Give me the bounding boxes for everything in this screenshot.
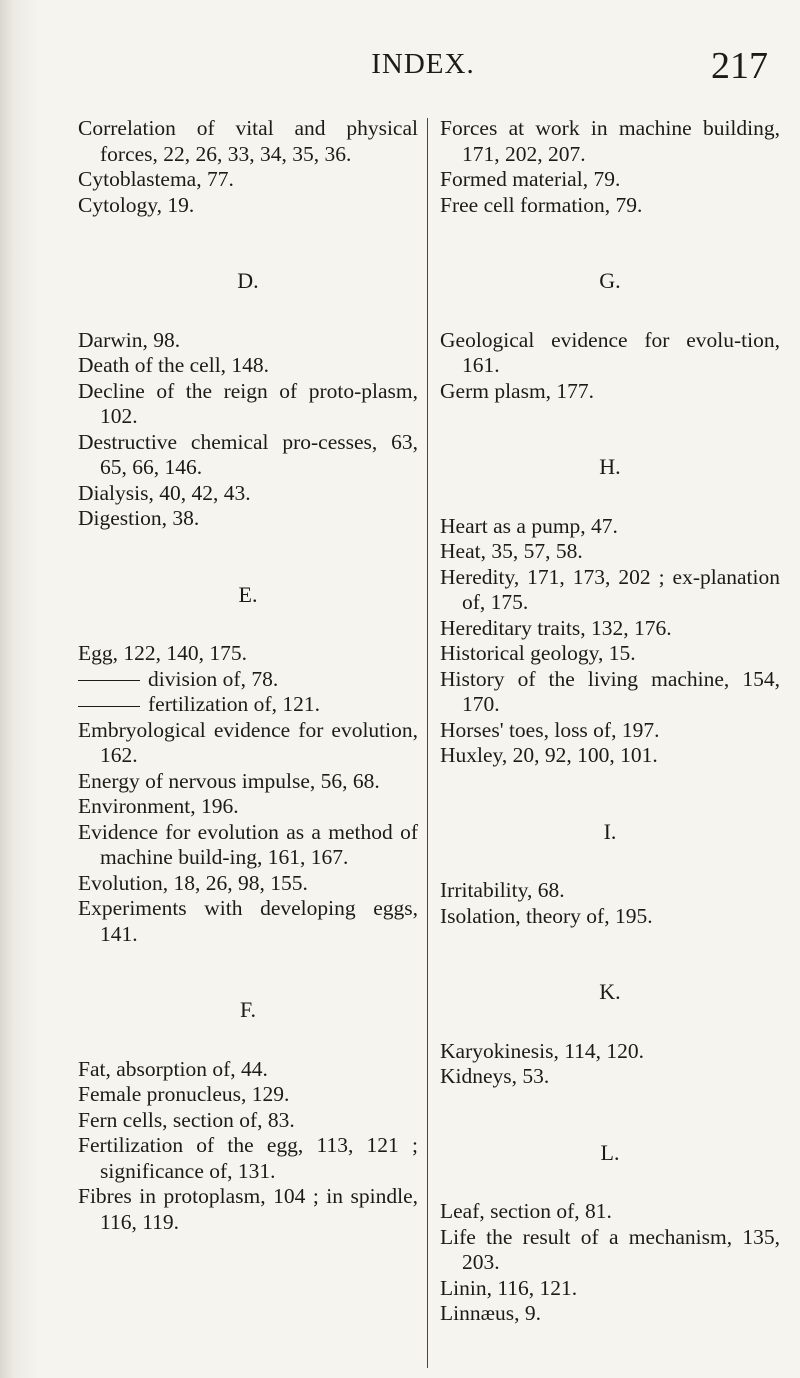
ditto-dash [78, 706, 140, 707]
index-subentry [78, 692, 418, 718]
section-letter: H. [599, 454, 621, 479]
index-entry: Experiments with developing eggs, 141. [78, 896, 418, 946]
index-entry: Evidence for evolution as a method of machine build-ing, 161, 167. [78, 819, 418, 869]
index-entry: Dialysis, 40, 42, 43. [78, 480, 251, 505]
index-column-right [440, 116, 780, 1327]
index-entry: Heat, 35, 57, 58. [440, 539, 583, 563]
index-entry: Isolation, theory of, 195. [440, 903, 653, 928]
index-entry: Female pronucleus, 129. [78, 1082, 290, 1106]
index-entry: Kidneys, 53. [440, 1064, 550, 1088]
index-entry: Heart as a pump, 47. [440, 513, 618, 538]
index-entry: Fibres in protoplasm, 104 ; in spindle, 116, 119. [78, 1184, 418, 1234]
index-entry: Forces at work in machine building, 171, 202, 207. [440, 116, 780, 166]
index-entry: Correlation of vital and physical forces, 22, 26, 33, 34, 35, 36. [78, 116, 418, 166]
section-letter: L. [600, 1139, 620, 1165]
index-entry: Environment, 196. [78, 794, 239, 818]
index-entry: History of the living machine, 154, 170. [440, 666, 780, 716]
index-entry: Linin, 116, 121. [440, 1275, 578, 1300]
page-number: 217 [711, 45, 768, 87]
index-subentry [78, 667, 418, 693]
section-letter: K. [599, 979, 621, 1004]
index-entry: Hereditary traits, 132, 176. [440, 615, 672, 640]
index-entry: Cytoblastema, 77. [78, 167, 234, 191]
index-entry: Digestion, 38. [78, 506, 200, 530]
section-letter: D. [237, 268, 259, 293]
column-divider [427, 118, 428, 1368]
ditto-dash [78, 680, 140, 681]
index-entry: Life the result of a mechanism, 135, 203. [440, 1224, 780, 1274]
index-entry: Death of the cell, 148. [78, 353, 270, 377]
index-entry: Linnæus, 9. [440, 1301, 541, 1325]
index-entry: Fertilization of the egg, 113, 121 ; significance of, 131. [78, 1133, 418, 1183]
index-entry: Decline of the reign of proto-plasm, 102. [78, 378, 418, 428]
index-entry: Energy of nervous impulse, 56, 68. [78, 768, 380, 793]
index-entry: Darwin, 98. [78, 327, 181, 352]
section-letter: F. [240, 997, 256, 1022]
index-entry: Karyokinesis, 114, 120. [440, 1038, 645, 1063]
index-entry: Historical geology, 15. [440, 641, 636, 665]
index-entry: Fern cells, section of, 83. [78, 1107, 295, 1132]
index-subentry-text: division of, 78. [148, 666, 279, 691]
page-title: INDEX. [371, 48, 475, 80]
index-entry: Leaf, section of, 81. [440, 1199, 612, 1223]
section-letter: E. [238, 581, 258, 607]
index-entry: Free cell formation, 79. [440, 192, 643, 217]
index-entry: Heredity, 171, 173, 202 ; ex-planation of, 175. [440, 564, 780, 614]
section-letter: G. [599, 268, 621, 293]
index-entry: Fat, absorption of, 44. [78, 1056, 268, 1081]
index-entry: Destructive chemical pro-cesses, 63, 65, 66, 146. [78, 429, 418, 479]
index-entry: Cytology, 19. [78, 192, 195, 217]
index-entry: Irritability, 68. [440, 878, 565, 902]
index-column-left [78, 116, 418, 1235]
index-entry: Geological evidence for evolu-tion, 161. [440, 327, 780, 377]
index-entry: Horses' toes, loss of, 197. [440, 717, 660, 742]
section-letter: I. [603, 818, 617, 844]
index-entry: Huxley, 20, 92, 100, 101. [440, 743, 658, 767]
index-entry: Embryological evidence for evolution, 162. [78, 717, 418, 767]
index-entry: Germ plasm, 177. [440, 378, 595, 403]
index-entry: Formed material, 79. [440, 167, 621, 191]
page-header [78, 44, 768, 94]
index-entry: Evolution, 18, 26, 98, 155. [78, 870, 308, 895]
index-entry: Egg, 122, 140, 175. [78, 641, 248, 665]
index-subentry-text: fertilization of, 121. [148, 692, 320, 716]
